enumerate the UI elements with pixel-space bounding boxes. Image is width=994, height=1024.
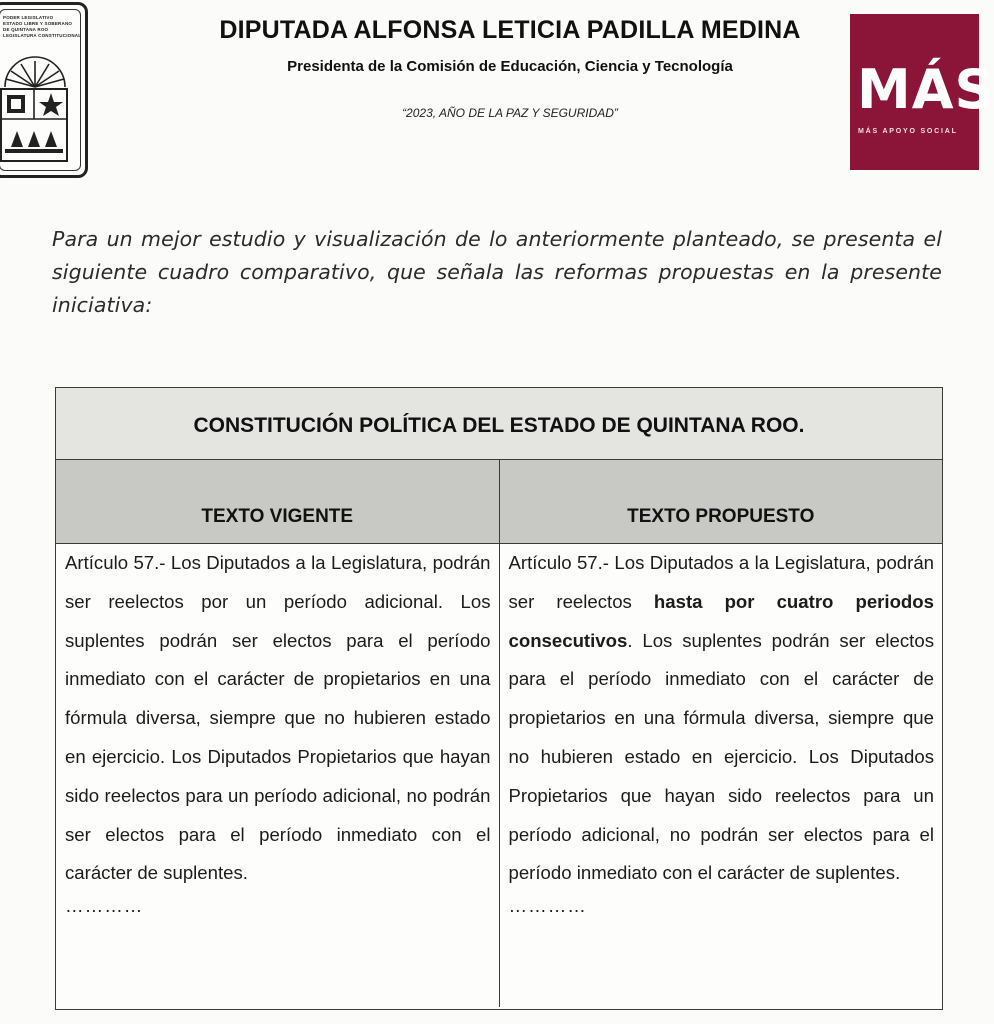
proposed-ellipsis: …………	[508, 895, 587, 917]
seal-line: LEGISLATURA CONSTITUCIONAL	[3, 33, 82, 38]
current-article-text: Artículo 57.- Los Diputados a la Legislatura, podrán ser reelectos por un período adicional. Los suplentes podrán ser electos para el período inmediato con el carácter de propietarios en una fórmula diversa, siempre que no hubieren estado en ejercicio. Los Diputados Propietarios que hayan sido reelectos para un período adicional, no podrán ser electos para el período inmediato con el carácter de suplentes.	[65, 552, 491, 884]
header-proposed-text: TEXTO PROPUESTO	[499, 460, 943, 543]
cell-proposed-text	[499, 544, 943, 1007]
legislature-seal	[0, 2, 88, 178]
proposed-article-text-highlight: hasta por cuatro periodos consecutivos	[508, 590, 934, 651]
seal-line: DE QUINTANA ROO	[3, 27, 49, 32]
table-body-row	[56, 544, 942, 1007]
party-logo	[850, 14, 994, 170]
page-title: DIPUTADA ALFONSA LETICIA PADILLA MEDINA	[219, 16, 801, 44]
comparison-table	[55, 387, 943, 1010]
header-current-text: TEXTO VIGENTE	[201, 505, 354, 527]
table-header-row	[56, 460, 942, 544]
proposed-article-text-end: . Los suplentes podrán ser electos para el período inmediato con el carácter de propietarios en una fórmula diversa, siempre que no hubieren estado en ejercicio. Los Diputados Propietarios que hayan sido reelectos para un período adicional, no podrán ser electos para el período inmediato con el carácter de suplentes.	[508, 629, 934, 884]
table-title: CONSTITUCIÓN POLÍTICA DEL ESTADO DE QUINTANA ROO.	[56, 388, 942, 460]
party-logo-text: MÁS	[857, 58, 994, 121]
current-ellipsis: …………	[65, 895, 144, 917]
cell-current-text	[56, 544, 499, 1007]
intro-paragraph: Para un mejor estudio y visualización de lo anteriormente planteado, se presenta el siguiente cuadro comparativo, que señala las reformas propuestas en la presente iniciativa:	[52, 227, 942, 317]
year-motto: “2023, AÑO DE LA PAZ Y SEGURIDAD”	[402, 106, 618, 120]
page-subtitle: Presidenta de la Comisión de Educación, Ciencia y Tecnología	[287, 58, 733, 75]
proposed-article-text-start: Artículo 57.- Los Diputados a la Legislatura, podrán ser reelectos	[508, 552, 934, 612]
party-logo-subtext: MÁS APOYO SOCIAL	[858, 128, 958, 135]
seal-emblem-icon	[0, 57, 85, 167]
seal-text	[3, 15, 83, 39]
seal-line: PODER LEGISLATIVO	[3, 15, 54, 20]
seal-line: ESTADO LIBRE Y SOBERANO	[3, 21, 73, 26]
